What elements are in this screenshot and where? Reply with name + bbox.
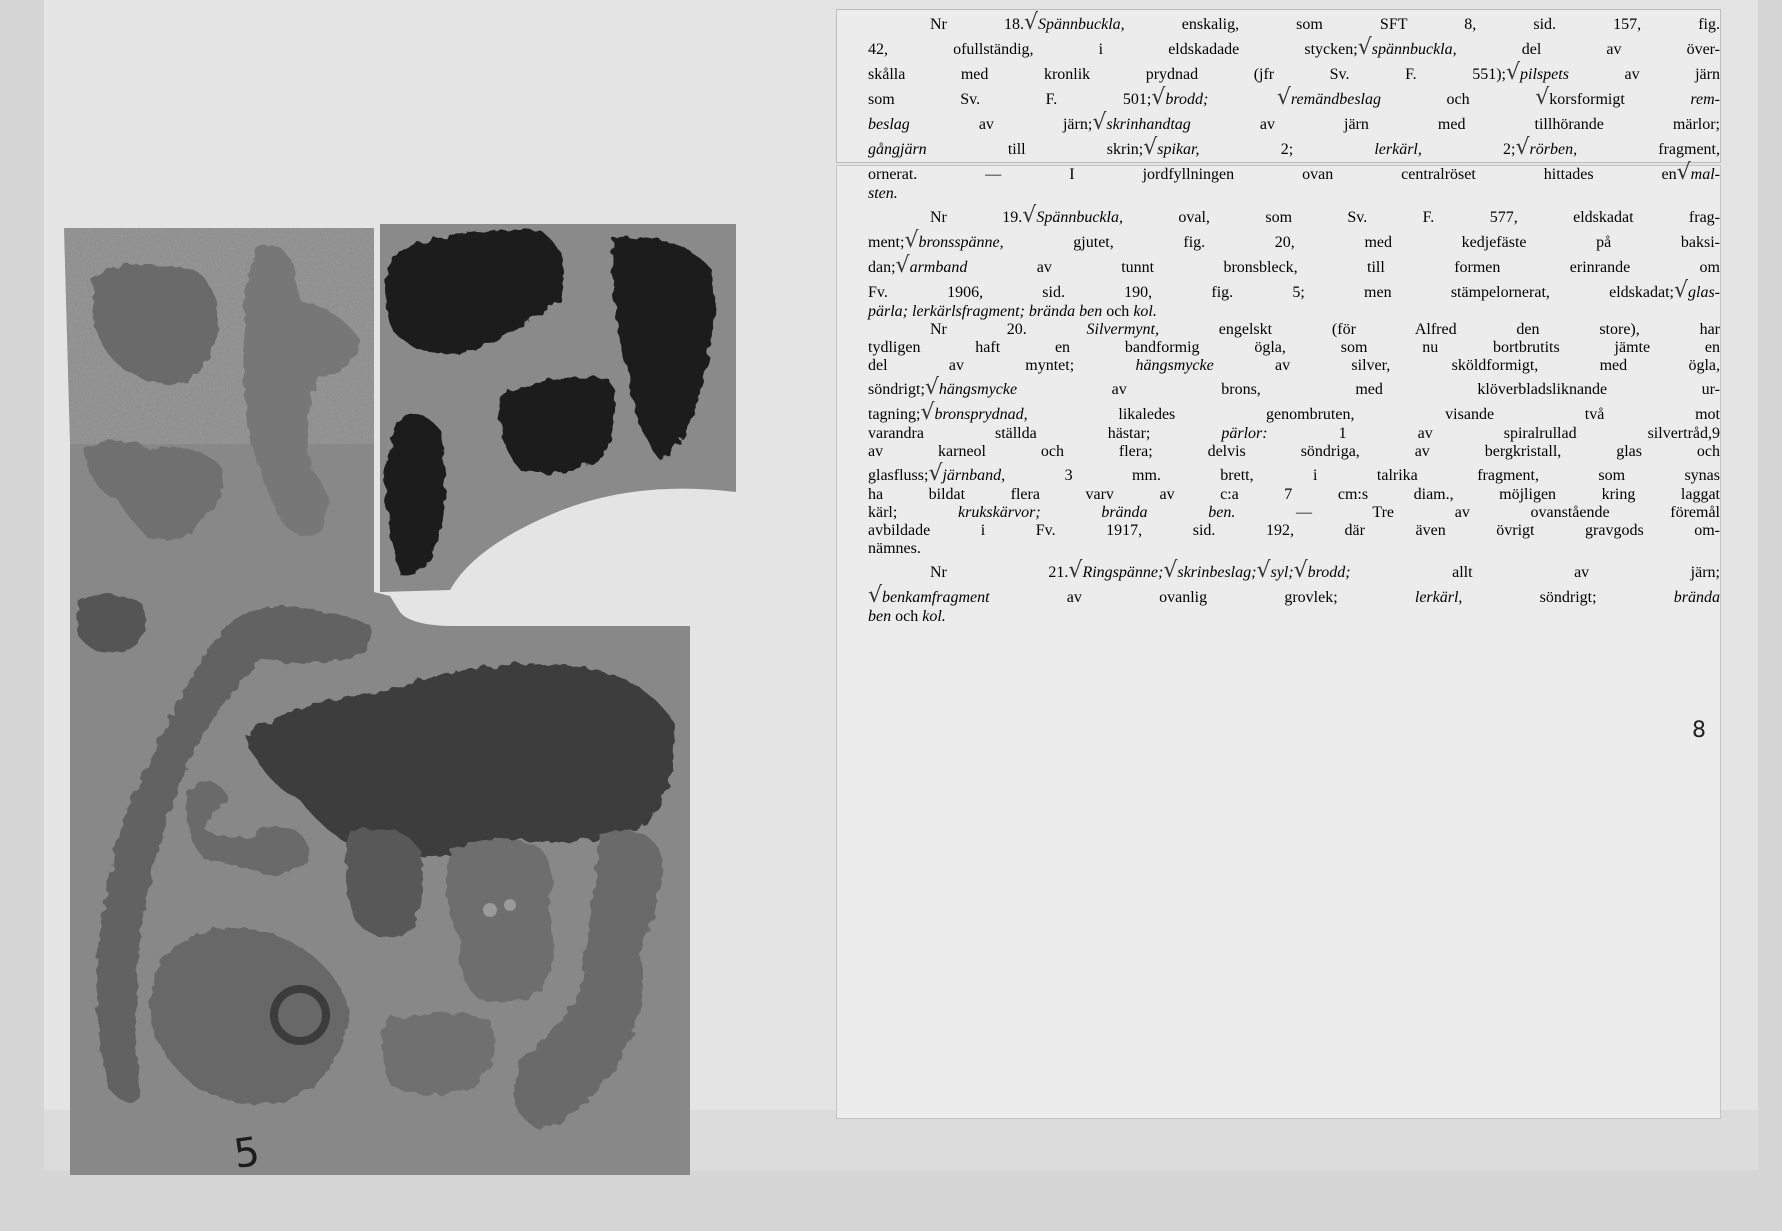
entry-20-line-7: av karneol och flera; delvis söndriga, av bergkristall, glas och bbox=[868, 443, 1720, 460]
margin-note: 8 bbox=[1692, 718, 1706, 743]
entry-18-line-8: sten. bbox=[868, 185, 898, 202]
entry-20-line-4: söndrigt;√hängsmycke av brons, med klöverbladsliknande ur- bbox=[868, 375, 1720, 400]
entry-19-line-1: Nr 19.√Spännbuckla, oval, som Sv. F. 577, eldskadat frag- bbox=[930, 203, 1721, 228]
entry-21-line-3: ben och kol. bbox=[868, 608, 946, 625]
entry-20-line-8: glasfluss;√järnband, 3 mm. brett, i talrika fragment, som synas bbox=[868, 461, 1720, 486]
entry-20-line-9: ha bildat flera varv av c:a 7 cm:s diam., möjligen kring laggat bbox=[868, 486, 1720, 503]
entry-19-line-5: pärla; lerkärlsfragment; brända ben och kol. bbox=[868, 303, 1157, 320]
entry-19-line-2: ment;√bronsspänne, gjutet, fig. 20, med kedjefäste på baksi- bbox=[868, 228, 1720, 253]
entry-18-line-7: ornerat. — I jordfyllningen ovan centralröset hittades en√mal- bbox=[868, 160, 1720, 185]
entry-20-line-12: nämnes. bbox=[868, 540, 921, 557]
entry-18-line-5: beslag av järn;√skrinhandtag av järn med tillhörande märlor; bbox=[868, 110, 1720, 135]
entry-21-line-1: Nr 21.√Ringspänne;√skrinbeslag;√syl;√brodd; allt av järn; bbox=[930, 558, 1720, 583]
entry-20-line-2: tydligen haft en bandformig ögla, som nu bortbrutits jämte en bbox=[868, 339, 1720, 356]
check-mark: √ bbox=[1023, 10, 1039, 35]
entry-20-line-10: kärl; krukskärvor; brända ben. — Tre av ovanstående föremål bbox=[868, 504, 1720, 521]
entry-18-line-4: som Sv. F. 501;√brodd; √remändbeslag och √korsformigt rem- bbox=[868, 85, 1721, 110]
entry-21-line-2: √benkamfragment av ovanlig grovlek; lerkärl, söndrigt; brända bbox=[868, 583, 1720, 608]
entry-18-line-6: gångjärn till skrin;√spikar, 2; lerkärl, 2;√rörben, fragment, bbox=[868, 135, 1720, 160]
entry-18-line-3: skålla med kronlik prydnad (jfr Sv. F. 551);√pilspets av järn bbox=[868, 60, 1720, 85]
artifact-flat bbox=[381, 1013, 495, 1095]
catalog-text bbox=[868, 10, 1720, 626]
entry-19-line-3: dan;√armband av tunnt bronsbleck, till formen erinrande om bbox=[868, 253, 1720, 278]
plate-handwritten-mark: 5 bbox=[230, 1128, 263, 1178]
entry-20-line-5: tagning;√bronsprydnad, likaledes genombruten, visande två mot bbox=[868, 400, 1720, 425]
entry-19-line-4: Fv. 1906, sid. 190, fig. 5; men stämpelornerat, eldskadat;√glas- bbox=[868, 278, 1720, 303]
entry-20-line-1: Nr 20. Silvermynt, engelskt (för Alfred den store), har bbox=[930, 321, 1721, 338]
artifact-speckled bbox=[346, 828, 423, 939]
entry-20-line-11: avbildade i Fv. 1917, sid. 192, där även övrigt gravgods om- bbox=[868, 522, 1720, 539]
entry-20-line-3: del av myntet; hängsmycke av silver, sköldformigt, med ögla, bbox=[868, 357, 1721, 374]
entry-18-line-1: Nr 18.√Spännbuckla, enskalig, som SFT 8, sid. 157, fig. bbox=[930, 10, 1721, 35]
entry-18-line-2: 42, ofullständig, i eldskadade stycken;√spännbuckla, del av över- bbox=[868, 35, 1721, 60]
entry-20-line-6: varandra ställda hästar; pärlor: 1 av spiralrullad silvertråd,9 bbox=[868, 425, 1720, 442]
artifact-dark-3 bbox=[499, 377, 615, 473]
artifact-lump bbox=[78, 594, 146, 652]
